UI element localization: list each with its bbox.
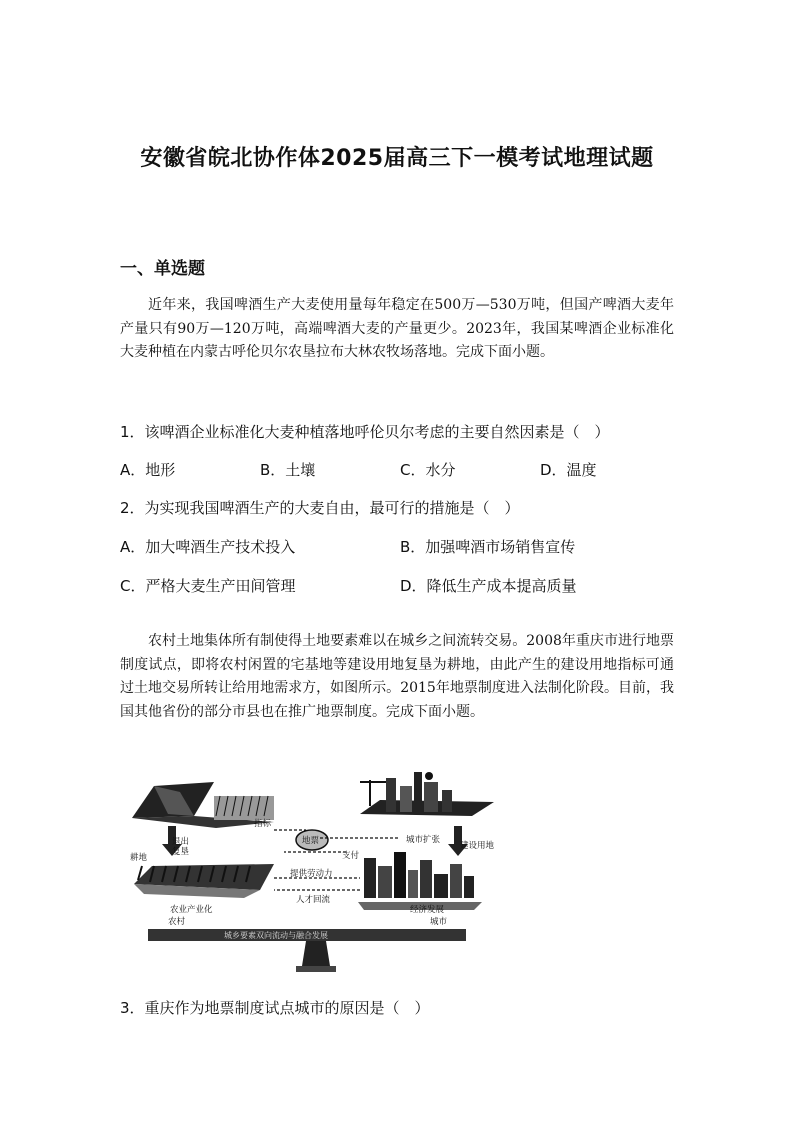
- label-economy: 经济发展: [410, 905, 445, 915]
- label-talent: 人才回流: [296, 895, 331, 905]
- label-balance: 城乡要素双向流动与融合发展: [224, 931, 328, 940]
- label-construction-land: 建设用地: [460, 841, 495, 851]
- passage-1: 近年来，我国啤酒生产大麦使用量每年稳定在500万—530万吨，但国产啤酒大麦年产量只有90万—120万吨，高端啤酒大麦的产量更少。2023年，我国某啤酒企业标准化大麦种植在内蒙古呼伦贝尔农垦拉布大林农牧场落地。完成下面小题。: [120, 297, 674, 360]
- label-quota: 指标: [254, 819, 272, 829]
- label-farmland: 耕地: [130, 853, 148, 863]
- label-exchange: 地票: [302, 836, 320, 846]
- question-1-stem: 1．该啤酒企业标准化大麦种植落地呼伦贝尔考虑的主要自然因素是（ ）: [120, 423, 610, 441]
- label-pay: 支付: [342, 851, 360, 861]
- question-1-option-a: A．地形: [120, 461, 176, 479]
- label-reclaim: 复垦: [172, 847, 190, 857]
- label-city: 城市: [430, 917, 448, 927]
- question-1-option-d: D．温度: [540, 461, 597, 479]
- village-house-icon: [132, 782, 274, 828]
- label-labor: 提供劳动力: [290, 869, 333, 879]
- land-ticket-diagram: [124, 766, 516, 976]
- label-city-expand: 城市扩张: [406, 835, 441, 845]
- question-2-stem: 2．为实现我国啤酒生产的大麦自由，最可行的措施是（ ）: [120, 499, 520, 517]
- question-2-option-a: A．加大啤酒生产技术投入: [120, 538, 296, 556]
- question-1-option-b: B．土壤: [260, 461, 316, 479]
- question-3-stem: 3．重庆作为地票制度试点城市的原因是（ ）: [120, 999, 430, 1017]
- question-2-option-d: D．降低生产成本提高质量: [400, 577, 577, 595]
- label-retreat: 退出: [172, 837, 190, 847]
- question-1-option-c: C．水分: [400, 461, 456, 479]
- label-agri: 农业产业化: [170, 905, 213, 915]
- label-village: 农村: [168, 917, 186, 927]
- farmland-icon: [134, 864, 274, 898]
- question-2-option-c: C．严格大麦生产田间管理: [120, 577, 296, 595]
- city-buildings-icon: [358, 852, 482, 910]
- city-skyline-icon: [360, 772, 494, 816]
- question-2-option-b: B．加强啤酒市场销售宣传: [400, 538, 576, 556]
- passage-2: 农村土地集体所有制使得土地要素难以在城乡之间流转交易。2008年重庆市进行地票制度试点，即将农村闲置的宅基地等建设用地复垦为耕地，由此产生的建设用地指标可通过土地交易所转让给用地需求方，如图所示。2015年地票制度进入法制化阶段。目前，我国其他省份的部分市县也在推广地票制度。完成下面小题。: [120, 633, 674, 720]
- section-heading: 一、单选题: [120, 259, 205, 279]
- page-title: 安徽省皖北协作体2025届高三下一模考试地理试题: [140, 146, 654, 171]
